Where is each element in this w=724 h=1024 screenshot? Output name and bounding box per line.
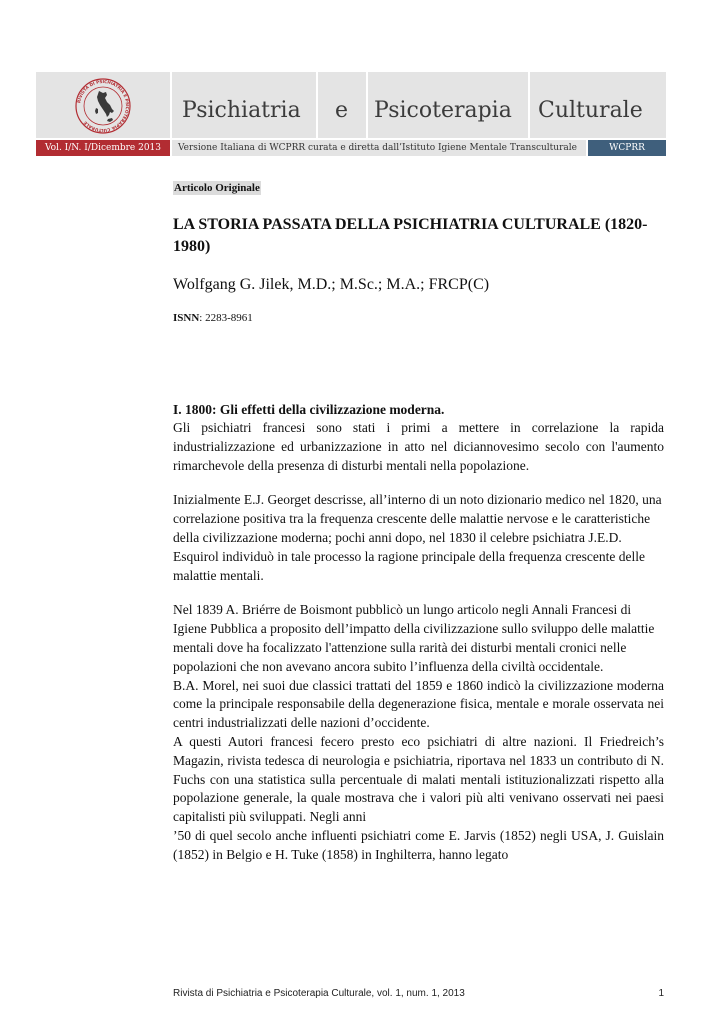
journal-banner xyxy=(36,72,666,158)
section-heading: I. 1800: Gli effetti della civilizzazione moderna. xyxy=(173,402,445,417)
svg-text:RIVISTA DI PSICHIATRIA E PSICO: RIVISTA DI PSICHIATRIA E PSICOTERAPIA CULTURALE xyxy=(76,78,131,134)
article-author: Wolfgang G. Jilek, M.D.; M.Sc.; M.A.; FRCP(C) xyxy=(173,276,490,293)
title-word-psichiatria: Psichiatria xyxy=(182,98,301,123)
wcprr-badge: WCPRR xyxy=(588,140,666,156)
paragraph-3: Nel 1839 A. Briérre de Boismont pubblicò un lungo articolo negli Annali Francesi di Igiene Pubblica a proposito dell’impatto della civilizzazione sullo sviluppo delle malattie mentali dove ha focalizzato l'attenzione sulla rarità dei disturbi mentali cronici nelle popolazioni che non avevano ancora subito l’influenza della civiltà occidentale. xyxy=(173,602,655,674)
title-word-psicoterapia: Psicoterapia xyxy=(374,98,512,123)
title-cell-2 xyxy=(318,72,366,138)
volume-label: Vol. I/N. I/Dicembre 2013 xyxy=(36,140,170,156)
title-word-culturale: Culturale xyxy=(538,98,643,123)
page-number: 1 xyxy=(658,988,664,999)
journal-seal-logo xyxy=(69,76,137,136)
title-cell-4 xyxy=(530,72,666,138)
issn-line xyxy=(173,311,664,325)
page-footer xyxy=(173,988,664,999)
issn-label: ISNN xyxy=(173,312,200,324)
title-cell-3 xyxy=(368,72,528,138)
article-type-label: Articolo Originale xyxy=(174,182,260,194)
paragraph-5: A questi Autori francesi fecero presto eco psichiatri di altre nazioni. Il Friedreich’s Magazin, rivista tedesca di neurologia e psichiatria, riportava nel 1833 un contributo di N. Fuchs con una statistica sulla percentuale di malati mentali istituzionalizzati rispetto alla popolazione generale, la quale mostrava che i valori più alti venivano osservati nei paesi capitalisti più sviluppati. Negli anni xyxy=(173,733,664,825)
paragraph-6: ’50 di quel secolo anche influenti psichiatri come E. Jarvis (1852) negli USA, J. Guislain (1852) in Belgio e H. Tuke (1858) in Inghilterra, hanno legato xyxy=(173,827,664,862)
title-cell-1 xyxy=(172,72,316,138)
journal-description: Versione Italiana di WCPRR curata e diretta dall’Istituto Igiene Mentale Transculturale xyxy=(172,140,586,156)
title-word-e: e xyxy=(335,98,349,123)
article-title: LA STORIA PASSATA DELLA PSICHIATRIA CULTURALE (1820-1980) xyxy=(173,216,648,255)
footer-citation: Rivista di Psichiatria e Psicoterapia Culturale, vol. 1, num. 1, 2013 xyxy=(173,988,465,999)
article-body xyxy=(173,178,664,865)
issn-value: : 2283-8961 xyxy=(199,312,253,324)
paragraph-1: Gli psichiatri francesi sono stati i primi a mettere in correlazione la rapida industrializzazione ed urbanizzazione in atto nel diciannovesimo secolo con l'aumento rimarchevole della presenza di disturbi mentali nella popolazione. xyxy=(173,420,664,473)
paragraph-4: B.A. Morel, nei suoi due classici trattati del 1859 e 1860 indicò la civilizzazione moderna come la principale responsabile della degenerazione fisica, mentale e morale osservata nei centri industrializzati delle nazioni d’occidente. xyxy=(173,677,664,731)
logo-box xyxy=(36,72,170,138)
paragraph-2: Inizialmente E.J. Georget descrisse, all’interno di un noto dizionario medico nel 1820, una correlazione positiva tra la frequenza crescente delle malattie nervose e le caratteristiche della civilizzazione moderna; pochi anni dopo, nel 1830 il celebre psichiatra J.E.D. Esquirol individuò in tale processo la ragione principale della frequenza crescente delle malattie mentali. xyxy=(173,492,662,583)
